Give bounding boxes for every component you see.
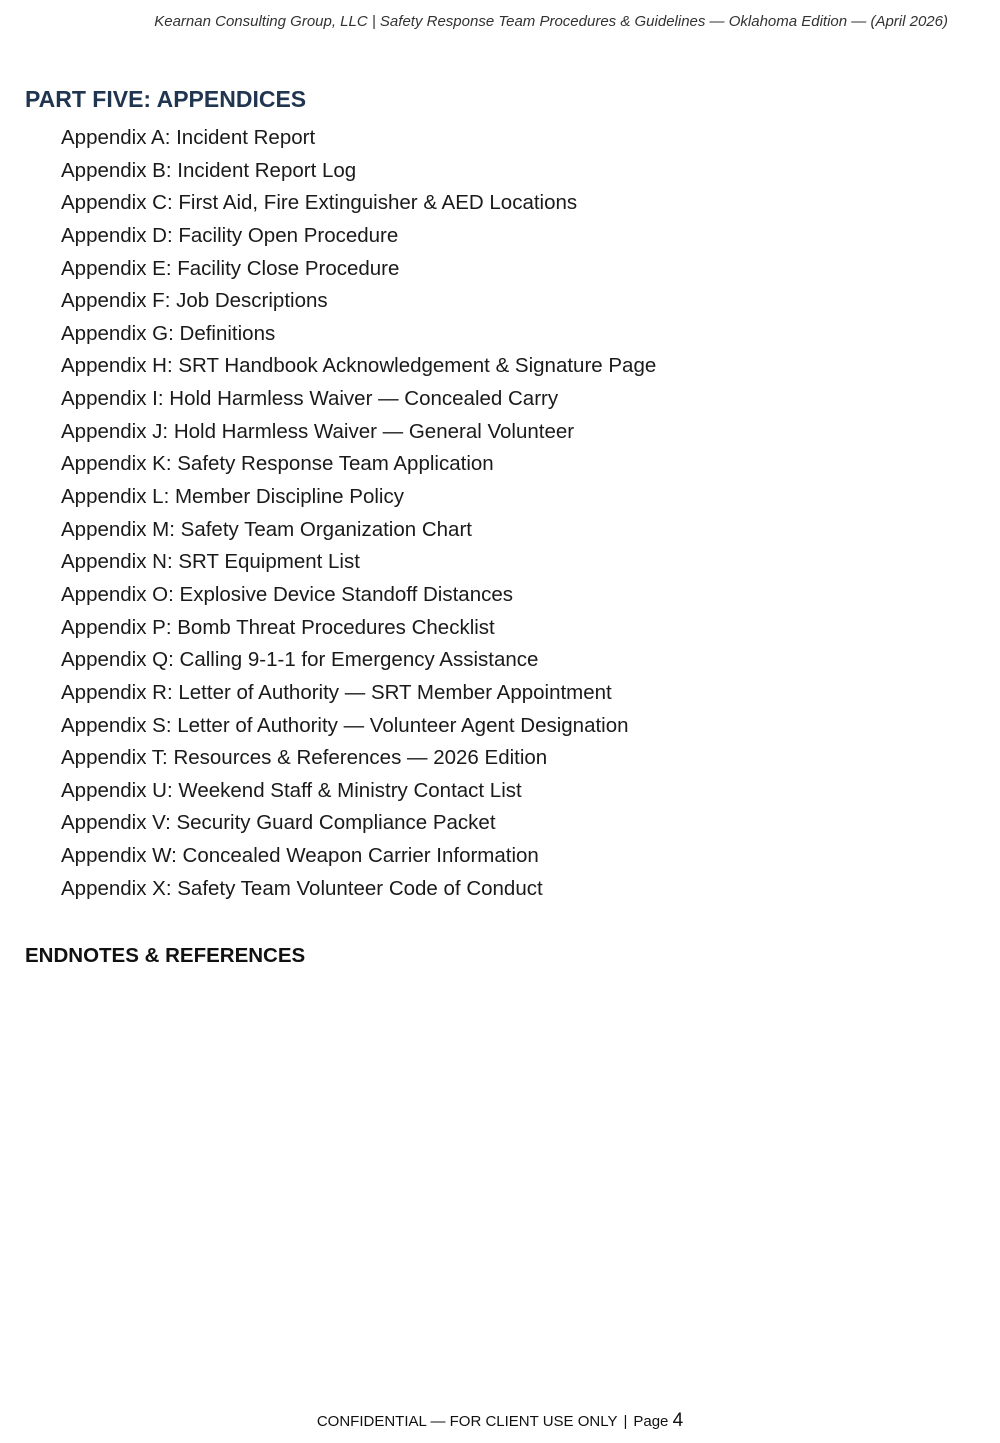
appendix-item: Appendix J: Hold Harmless Waiver — General Volunteer — [61, 419, 575, 443]
page-label: Page — [633, 1413, 669, 1430]
appendix-item: Appendix H: SRT Handbook Acknowledgement & Signature Page — [61, 354, 657, 378]
appendix-item: Appendix W: Concealed Weapon Carrier Information — [61, 844, 539, 868]
endnotes-heading: ENDNOTES & REFERENCES — [25, 944, 306, 967]
appendix-item: Appendix R: Letter of Authority — SRT Member Appointment — [61, 680, 612, 704]
appendix-item: Appendix T: Resources & References — 2026 Edition — [61, 746, 548, 770]
page-number: 4 — [672, 1410, 684, 1431]
part-five-heading: PART FIVE: APPENDICES — [25, 86, 307, 112]
appendix-item: Appendix I: Hold Harmless Waiver — Concealed Carry — [61, 387, 559, 411]
confidential-notice: CONFIDENTIAL — FOR CLIENT USE ONLY — [316, 1413, 618, 1430]
running-header: Kearnan Consulting Group, LLC | Safety Response Team Procedures & Guidelines — Oklahoma Edition — (April 2026) — [154, 13, 948, 30]
appendix-item: Appendix N: SRT Equipment List — [61, 550, 360, 574]
appendix-item: Appendix F: Job Descriptions — [61, 289, 328, 313]
appendix-item: Appendix S: Letter of Authority — Volunteer Agent Designation — [61, 713, 629, 737]
appendix-item: Appendix V: Security Guard Compliance Packet — [61, 811, 496, 835]
appendix-list — [61, 122, 656, 905]
appendix-item: Appendix C: First Aid, Fire Extinguisher & AED Locations — [61, 191, 578, 215]
appendix-item: Appendix L: Member Discipline Policy — [61, 485, 404, 509]
appendix-item: Appendix Q: Calling 9-1-1 for Emergency Assistance — [61, 648, 539, 672]
appendix-item: Appendix X: Safety Team Volunteer Code of Conduct — [61, 876, 543, 900]
appendix-item: Appendix K: Safety Response Team Application — [61, 452, 494, 476]
appendix-item: Appendix B: Incident Report Log — [61, 158, 357, 182]
appendix-item: Appendix A: Incident Report — [61, 126, 316, 149]
appendix-item: Appendix D: Facility Open Procedure — [61, 223, 399, 247]
appendix-item: Appendix E: Facility Close Procedure — [61, 256, 400, 280]
appendix-item: Appendix U: Weekend Staff & Ministry Contact List — [61, 778, 522, 802]
appendix-item: Appendix O: Explosive Device Standoff Distances — [61, 582, 514, 606]
page-footer — [0, 1410, 1000, 1432]
appendix-item: Appendix G: Definitions — [61, 321, 276, 345]
appendix-item: Appendix M: Safety Team Organization Chart — [61, 517, 472, 541]
footer-separator: | — [623, 1413, 628, 1430]
appendix-item: Appendix P: Bomb Threat Procedures Checklist — [61, 615, 495, 639]
